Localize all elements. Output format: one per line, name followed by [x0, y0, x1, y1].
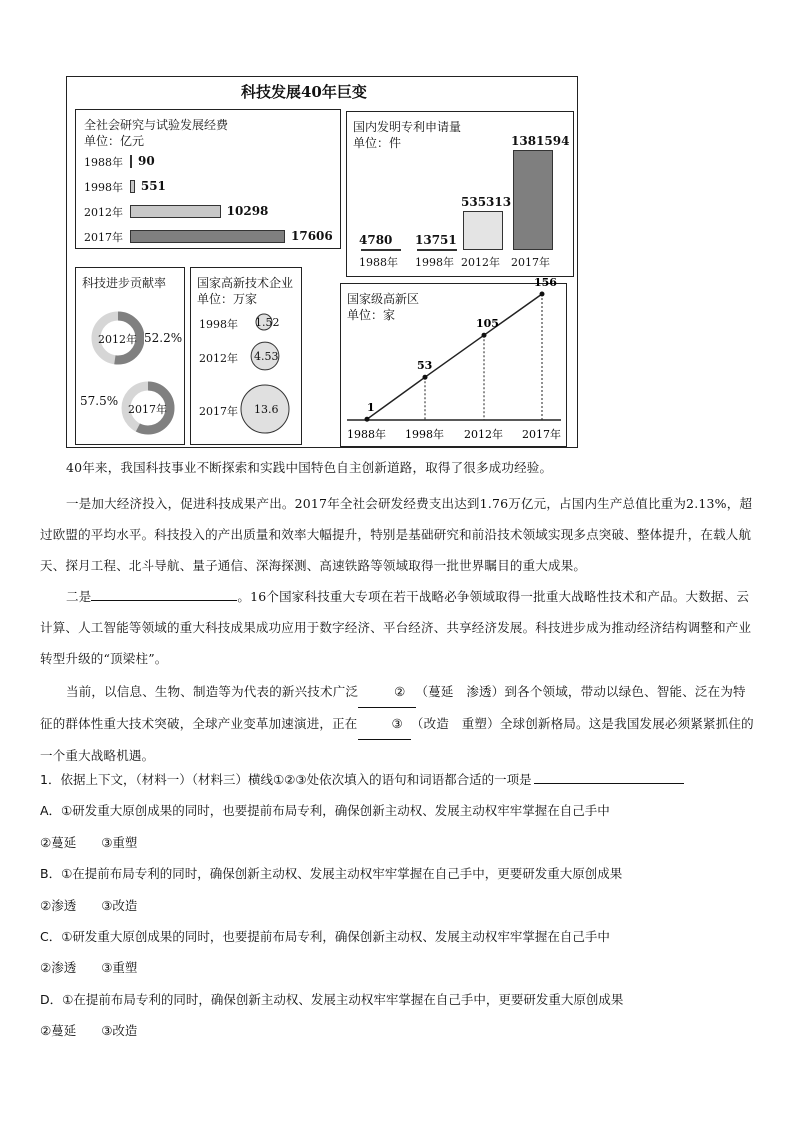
zones-point-3	[540, 292, 545, 297]
hightech-value-2017: 13.6	[254, 403, 279, 416]
blank-2: ②	[358, 676, 415, 708]
patent-year-1988: 1988年	[359, 256, 398, 269]
option-c-line1: C．①研发重大原创成果的同时，也要提前布局专利，确保创新主动权、发展主动权牢牢掌握在自己手中	[40, 929, 610, 944]
rd-value-2012: 10298	[226, 204, 269, 218]
zones-point-0	[365, 417, 370, 422]
zones-value-label-0: 1	[367, 401, 375, 415]
patent-bar-2012	[463, 211, 503, 250]
rd-bar-1988	[130, 155, 132, 168]
patent-value-2017: 1381594	[511, 134, 570, 148]
zones-unit: 单位：家	[347, 308, 396, 322]
option-d-line1: D．①在提前布局专利的同时，确保创新主动权、发展主动权牢牢掌握在自己手中，更要研发重大原创成果	[40, 992, 624, 1007]
patent-bar-1998	[417, 249, 457, 251]
contribution-title: 科技进步贡献率	[82, 276, 167, 290]
rd-year-2017: 2017年	[84, 231, 123, 244]
rd-bar-1998	[130, 180, 135, 193]
patent-bar-1988	[361, 249, 401, 251]
infographic	[66, 76, 578, 448]
rd-year-1988: 1988年	[84, 156, 123, 169]
patents-panel	[346, 111, 574, 277]
p4-part-c: （改造 重塑）全球创新格局。这是我国发展必须紧紧抓住的一个重大战略机遇。	[40, 716, 754, 763]
rd-funding-unit: 单位：亿元	[84, 134, 145, 148]
zones-year-label-0: 1988年	[347, 428, 386, 441]
zones-series-line	[367, 294, 542, 419]
option-b-line1: B．①在提前布局专利的同时，确保创新主动权、发展主动权牢牢掌握在自己手中，更要研发重大原创成果	[40, 866, 623, 881]
donut-2012-label: 2012年	[98, 333, 137, 346]
zones-value-label-1: 53	[417, 359, 433, 373]
passage-paragraph-4	[40, 676, 756, 771]
patent-value-1998: 13751	[415, 233, 457, 247]
rd-value-1988: 90	[138, 154, 155, 168]
patents-unit: 单位：件	[353, 136, 402, 150]
hightech-year-2017: 2017年	[199, 405, 238, 418]
zones-year-label-3: 2017年	[522, 428, 561, 441]
option-b-line2: ②渗透 ③改造	[40, 898, 138, 913]
patent-year-2017: 2017年	[511, 256, 550, 269]
patent-year-1998: 1998年	[415, 256, 454, 269]
hightech-value-2012: 4.53	[254, 350, 279, 363]
zones-value-label-3: 156	[534, 276, 557, 289]
zones-year-label-1: 1998年	[405, 428, 444, 441]
hightech-unit: 单位：万家	[197, 292, 258, 306]
rd-funding-title: 全社会研究与试验发展经费	[84, 118, 229, 132]
hightech-panel	[190, 267, 302, 445]
patent-bar-2017	[513, 150, 553, 250]
infographic-title: 科技发展40年巨变	[241, 83, 367, 101]
zones-point-2	[482, 333, 487, 338]
donut-2017-label: 2017年	[128, 403, 167, 416]
passage-paragraph-2: 一是加大经济投入，促进科技成果产出。2017年全社会研发经费支出达到1.76万亿元，占国内生产总值比重为2.13%，超过欧盟的平均水平。科技投入的产出质量和效率大幅提升，特别是基础研究和前沿技术领域实现多点突破、整体提升，在载人航天、探月工程、北斗导航、量子通信、深海探测、高速铁路等领域取得一批世界瞩目的重大成果。	[40, 496, 753, 573]
patent-value-2012: 535313	[461, 195, 512, 210]
contribution-donuts	[76, 268, 184, 444]
patent-value-1988: 4780	[359, 233, 393, 247]
rd-bar-2012	[130, 205, 221, 218]
p4-part-a: 当前，以信息、生物、制造等为代表的新兴技术广泛	[66, 684, 359, 699]
option-a-line1: A．①研发重大原创成果的同时，也要提前布局专利，确保创新主动权、发展主动权牢牢掌握在自己手中	[40, 803, 610, 818]
hightech-title: 国家高新技术企业	[197, 276, 294, 290]
option-c-line2: ②渗透 ③重塑	[40, 960, 138, 975]
zones-value-label-2: 105	[476, 317, 499, 331]
rd-value-1998: 551	[140, 179, 166, 193]
hightech-value-1998: 1.52	[255, 316, 280, 329]
zones-panel	[340, 276, 567, 447]
blank-3: ③	[358, 708, 411, 740]
rd-year-2012: 2012年	[84, 206, 123, 219]
rd-funding-panel	[75, 109, 341, 249]
p4-part-b: （蔓延 渗透）到各个领域，带动以绿色、智能、泛在为特征的群体性重大技术突破，全球产业变革加速演进，正在	[40, 684, 746, 731]
passage-paragraph-3	[40, 581, 756, 674]
zones-line-chart	[341, 276, 566, 446]
zones-year-label-2: 2012年	[464, 428, 503, 441]
donut-2012-value: 52.2%	[144, 331, 183, 345]
answer-blank	[534, 783, 684, 784]
blank-1	[91, 600, 237, 601]
p3-prefix: 二是	[66, 589, 92, 604]
p3-rest: 。16个国家科技重大专项在若干战略必争领域取得一批重大战略性技术和产品。大数据、云计算、人工智能等领域的重大科技成果成功应用于数字经济、平台经济、共享经济发展。科技进步成为推动经济结构调整和产业转型升级的“顶梁柱”。	[40, 589, 752, 666]
question-stem-text: 1．依据上下文，（材料一）（材料三）横线①②③处依次填入的语句和词语都合适的一项是	[40, 772, 532, 787]
question-stem	[40, 770, 684, 788]
hightech-year-2012: 2012年	[199, 352, 238, 365]
rd-bar-2017	[130, 230, 285, 243]
option-a-line2: ②蔓延 ③重塑	[40, 835, 138, 850]
zones-point-1	[423, 375, 428, 380]
donut-2017-value: 57.5%	[80, 394, 119, 408]
zones-title: 国家级高新区	[347, 292, 420, 306]
rd-year-1998: 1998年	[84, 181, 123, 194]
patent-year-2012: 2012年	[461, 256, 500, 269]
hightech-year-1998: 1998年	[199, 318, 238, 331]
patents-title: 国内发明专利申请量	[353, 120, 462, 134]
passage-paragraph-1: 40年来，我国科技事业不断探索和实践中国特色自主创新道路，取得了很多成功经验。	[66, 460, 553, 475]
contribution-panel	[75, 267, 185, 445]
option-d-line2: ②蔓延 ③改造	[40, 1023, 138, 1038]
rd-value-2017: 17606	[291, 229, 333, 243]
